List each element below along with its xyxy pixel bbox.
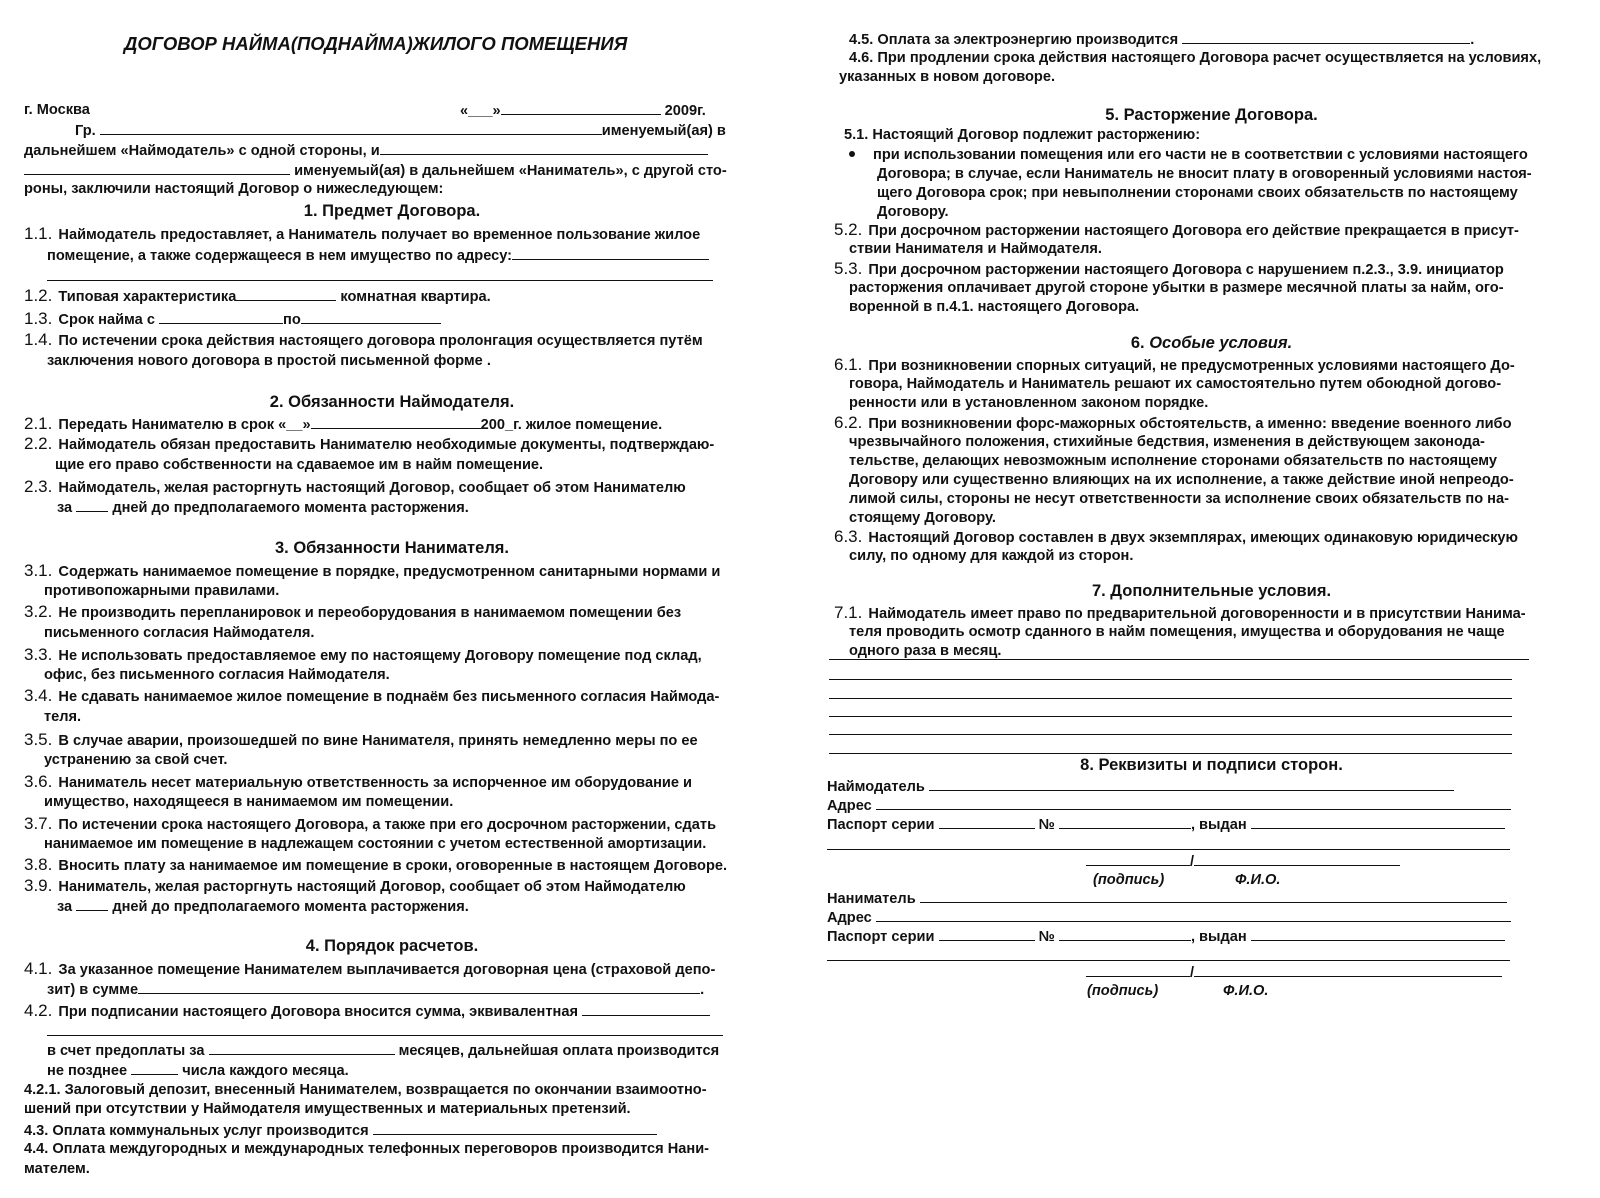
clause-5-1-bullet-cont: щего Договора срок; при невыполнении сторонами своих обязательств по настоящему xyxy=(877,185,1518,201)
clause-3-8: 3.8. Вносить плату за нанимаемое им помещение в сроки, оговоренные в настоящем Договоре. xyxy=(24,855,728,874)
clause-2-3: 2.3. Наймодатель, желая расторгнуть настоящий Договор, сообщает об этом Нанимателю xyxy=(24,477,686,496)
tenant-passport-line: Паспорт серии № , выдан xyxy=(827,926,1505,947)
clause-5-3-cont2: воренной в п.4.1. настоящего Договора. xyxy=(849,299,1140,315)
clause-6-1-cont2: ренности или в установленном законом порядке. xyxy=(849,395,1209,411)
blank-line xyxy=(827,960,1510,961)
clause-3-4: 3.4. Не сдавать нанимаемое жилое помещение в поднаём без письменного согласия Наймода- xyxy=(24,686,720,705)
clause-1-4-cont: заключения нового договора в простой письменной форме . xyxy=(47,353,491,369)
clause-7-1-cont: теля проводить осмотр сданного в найм помещения, имущества и оборудования не чаще xyxy=(849,624,1505,640)
section-4-heading: 4. Порядок расчетов. xyxy=(305,937,479,955)
clause-6-2-cont: тельстве, делающих невозможным исполнение сторонами обязательств по настоящему xyxy=(849,453,1497,469)
clause-3-6-cont: имущество, находящееся в нанимаемом им помещении. xyxy=(44,794,454,810)
blank-line xyxy=(829,679,1512,680)
landlord-sign-caption: (подпись) xyxy=(1093,872,1165,888)
clause-4-5: 4.5. Оплата за электроэнергию производится . xyxy=(849,29,1474,50)
blank-line xyxy=(829,659,1529,660)
tenant-signature-line: / xyxy=(1086,962,1502,983)
clause-5-2-cont: ствии Нанимателя и Наймодателя. xyxy=(849,241,1102,257)
tenant-address-line: Адрес xyxy=(827,907,1511,928)
clause-3-3-cont: офис, без письменного согласия Наймодателя. xyxy=(44,667,390,683)
blank-line xyxy=(829,698,1512,699)
clause-3-9-cont: за дней до предполагаемого момента расторжения. xyxy=(57,896,469,917)
clause-3-2-cont: письменного согласия Наймодателя. xyxy=(44,625,315,641)
tenant-name-line: Наниматель xyxy=(827,888,1507,909)
clause-3-3: 3.3. Не использовать предоставляемое ему по настоящему Договору помещение под склад, xyxy=(24,645,702,664)
clause-4-6-cont: указанных в новом договоре. xyxy=(839,69,1056,85)
date-line: «___» 2009г. xyxy=(460,100,706,121)
clause-4-2: 4.2. При подписании настоящего Договора вносится сумма, эквивалентная xyxy=(24,1001,710,1022)
party-line-1: Гр. именуемый(ая) в xyxy=(75,120,726,141)
section-8-heading: 8. Реквизиты и подписи сторон. xyxy=(1080,756,1343,774)
clause-3-1-cont: противопожарными правилами. xyxy=(44,583,280,599)
clause-6-2-cont: лимой силы, стороны не несут ответственности за исполнение своих обязательств по на- xyxy=(849,491,1509,507)
clause-4-1-cont: зит) в сумме . xyxy=(47,979,704,1000)
clause-5-3-cont: расторжения оплачивает другой стороне убытки в размере месячной платы за найм, ого- xyxy=(849,280,1504,296)
landlord-fio-caption: Ф.И.О. xyxy=(1235,872,1281,888)
blank-line xyxy=(47,1035,723,1036)
clause-4-6: 4.6. При продлении срока действия настоящего Договора расчет осуществляется на условиях, xyxy=(849,50,1542,66)
clause-4-2-1: 4.2.1. Залоговый депозит, внесенный Нанимателем, возвращается по окончании взаимоотно- xyxy=(24,1082,707,1098)
clause-5-3: 5.3. При досрочном расторжении настоящего Договора с нарушением п.2.3., 3.9. инициатор xyxy=(834,259,1504,278)
clause-5-1: 5.1. Настоящий Договор подлежит расторжению: xyxy=(844,127,1201,143)
clause-6-2: 6.2. При возникновении форс-мажорных обстоятельств, а именно: введение военного либо xyxy=(834,413,1512,432)
clause-5-2: 5.2. При досрочном расторжении настоящего Договора его действие прекращается в присут- xyxy=(834,220,1519,239)
party-line-4: роны, заключили настоящий Договор о нижеследующем: xyxy=(24,181,444,197)
clause-4-1: 4.1. За указанное помещение Нанимателем выплачивается договорная цена (страховой депо- xyxy=(24,959,716,978)
landlord-address-line: Адрес xyxy=(827,795,1511,816)
clause-4-3: 4.3. Оплата коммунальных услуг производится xyxy=(24,1120,657,1141)
clause-3-9: 3.9. Наниматель, желая расторгнуть настоящий Договор, сообщает об этом Наймодателю xyxy=(24,876,686,895)
clause-6-3-cont: силу, по одному для каждой из сторон. xyxy=(849,548,1134,564)
clause-4-2-cont: в счет предоплаты за месяцев, дальнейшая оплата производится xyxy=(47,1040,719,1061)
clause-1-4: 1.4. По истечении срока действия настоящего договора пролонгация осуществляется путём xyxy=(24,330,703,349)
clause-6-3: 6.3. Настоящий Договор составлен в двух экземплярах, имеющих одинаковую юридическую xyxy=(834,527,1519,546)
clause-3-5: 3.5. В случае аварии, произошедшей по вине Нанимателя, принять немедленно меры по ее xyxy=(24,730,698,749)
clause-5-1-bullet-cont: Договора; в случае, если Наниматель не вносит плату в оговоренный условиями настоя- xyxy=(877,166,1532,182)
clause-5-1-bullet-cont: Договору. xyxy=(877,204,949,220)
party-line-3: именуемый(ая) в дальнейшем «Наниматель», с другой сто- xyxy=(24,160,727,181)
clause-7-1: 7.1. Наймодатель имеет право по предварительной договоренности и в присутствии Нанима- xyxy=(834,603,1526,622)
clause-2-1: 2.1. Передать Нанимателю в срок «__» 200_г. жилое помещение. xyxy=(24,414,663,433)
clause-6-2-cont: Договору или существенно влияющих на их исполнение, а также действие иной непреодо- xyxy=(849,472,1514,488)
clause-2-2: 2.2. Наймодатель обязан предоставить Нанимателю необходимые документы, подтверждаю- xyxy=(24,434,715,453)
clause-6-2-cont: чрезвычайного положения, стихийные бедствия, изменения в действующем законода- xyxy=(849,434,1485,450)
blank-line xyxy=(827,849,1510,850)
clause-3-6: 3.6. Наниматель несет материальную ответственность за испорченное им оборудование и xyxy=(24,772,693,791)
section-5-heading: 5. Расторжение Договора. xyxy=(1105,106,1318,124)
landlord-passport-line: Паспорт серии № , выдан xyxy=(827,814,1505,835)
section-3-heading: 3. Обязанности Нанимателя. xyxy=(274,539,510,557)
document-title: ДОГОВОР НАЙМА(ПОДНАЙМА)ЖИЛОГО ПОМЕЩЕНИЯ xyxy=(124,33,628,54)
blank-line xyxy=(47,280,713,281)
clause-4-4: 4.4. Оплата междугородных и международных телефонных переговоров производится Нани- xyxy=(24,1141,710,1157)
clause-2-3-cont: за дней до предполагаемого момента расторжения. xyxy=(57,497,469,518)
landlord-name-line: Наймодатель xyxy=(827,776,1454,797)
clause-1-1-cont: помещение, а также содержащееся в нем имущество по адресу: xyxy=(47,245,709,266)
section-1-heading: 1. Предмет Договора. xyxy=(303,202,481,220)
clause-5-1-bullet: при использовании помещения или его части не в соответствии с условиями настоящего xyxy=(839,145,1528,165)
clause-6-1-cont: говора, Наймодатель и Наниматель решают их самостоятельно путем обоюдной догово- xyxy=(849,376,1502,392)
clause-3-1: 3.1. Содержать нанимаемое помещение в порядке, предусмотренном санитарными нормами и xyxy=(24,561,721,580)
clause-1-3: 1.3. Срок найма с по xyxy=(24,309,441,330)
clause-2-2-cont: щие его право собственности на сдаваемое им в найм помещение. xyxy=(55,457,544,473)
clause-3-4-cont: теля. xyxy=(44,709,82,725)
tenant-fio-caption: Ф.И.О. xyxy=(1223,983,1269,999)
clause-1-2: 1.2. Типовая характеристика комнатная квартира. xyxy=(24,286,491,305)
tenant-sign-caption: (подпись) xyxy=(1087,983,1159,999)
section-7-heading: 7. Дополнительные условия. xyxy=(1091,582,1332,600)
clause-3-5-cont: устранению за свой счет. xyxy=(44,752,228,768)
clause-6-2-cont: стоящему Договору. xyxy=(849,510,996,526)
blank-line xyxy=(829,734,1512,735)
clause-3-2: 3.2. Не производить перепланировок и переоборудования в нанимаемом помещении без xyxy=(24,602,682,621)
blank-line xyxy=(829,716,1512,717)
clause-6-1: 6.1. При возникновении спорных ситуаций, не предусмотренных условиями настоящего До- xyxy=(834,355,1515,374)
bullet-icon xyxy=(849,151,855,157)
clause-4-4-cont: мателем. xyxy=(24,1161,90,1177)
landlord-signature-line: / xyxy=(1086,851,1400,872)
section-2-heading: 2. Обязанности Наймодателя. xyxy=(269,393,515,411)
city: г. Москва xyxy=(24,102,90,118)
clause-3-7: 3.7. По истечении срока настоящего Договора, а также при его досрочном расторжении, сдать xyxy=(24,814,717,833)
clause-1-1: 1.1. Наймодатель предоставляет, а Наниматель получает во временное пользование жилое xyxy=(24,224,701,243)
clause-4-2-1-cont: шений при отсутствии у Наймодателя имущественных и материальных претензий. xyxy=(24,1101,631,1117)
clause-7-1-cont2: одного раза в месяц. xyxy=(849,643,1002,659)
section-6-heading: 6. Особые условия. xyxy=(1130,334,1293,352)
party-line-2: дальнейшем «Наймодатель» с одной стороны, и xyxy=(24,140,708,161)
clause-4-2-cont2: не позднее числа каждого месяца. xyxy=(47,1060,349,1081)
clause-3-7-cont: нанимаемое им помещение в надлежащем состоянии с учетом естественной амортизации. xyxy=(44,836,707,852)
